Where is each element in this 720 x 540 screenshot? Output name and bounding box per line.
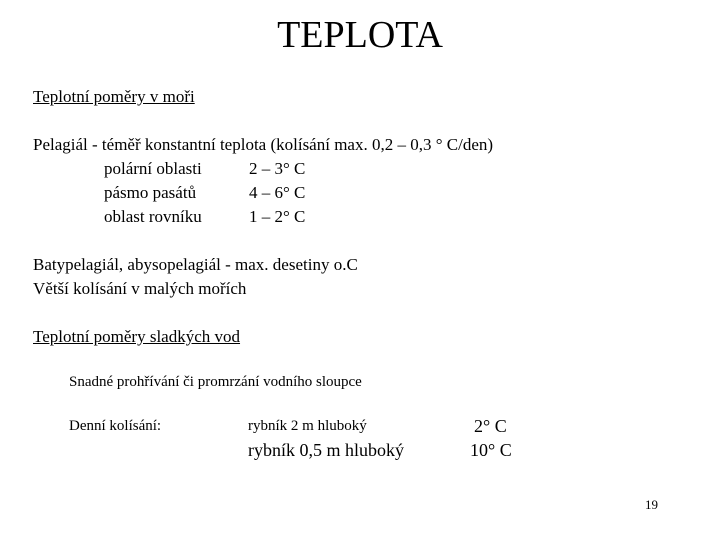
- daily-fluctuation-label: Denní kolísání:: [69, 418, 162, 434]
- sea-heading: Teplotní poměry v moři: [33, 87, 195, 106]
- zone-name: pásmo pasátů: [104, 183, 197, 202]
- pond-value: 10° C: [470, 440, 512, 460]
- page-number: 19: [645, 497, 658, 512]
- zone-name: oblast rovníku: [104, 207, 202, 226]
- zone-range: 1 – 2° C: [249, 207, 306, 226]
- small-seas-text: Větší kolísání v malých mořích: [33, 279, 247, 298]
- zone-name: polární oblasti: [104, 159, 202, 178]
- pond-name: rybník 0,5 m hluboký: [248, 440, 404, 460]
- zone-range: 2 – 3° C: [249, 159, 306, 178]
- pond-name: rybník 2 m hluboký: [248, 418, 367, 434]
- freshwater-note: Snadné prohřívání či promrzání vodního sloupce: [69, 374, 362, 390]
- zone-range: 4 – 6° C: [249, 183, 306, 202]
- pelagial-text: Pelagiál - téměř konstantní teplota (kolísání max. 0,2 – 0,3 ° C/den): [33, 135, 494, 154]
- freshwater-heading: Teplotní poměry sladkých vod: [33, 327, 241, 346]
- deep-sea-text: Batypelagiál, abysopelagiál - max. desetiny o.C: [33, 255, 358, 274]
- page-title: TEPLOTA: [277, 14, 443, 56]
- pond-value: 2° C: [474, 416, 507, 436]
